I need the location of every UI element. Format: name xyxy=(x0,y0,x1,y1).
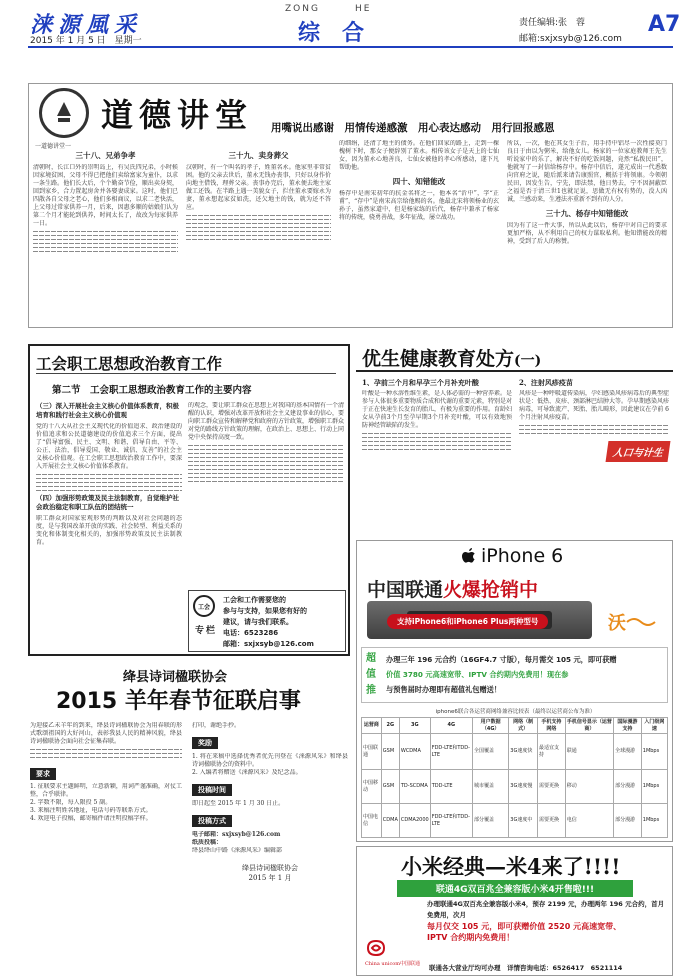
offer-vertical-label: 超值推 xyxy=(366,653,376,696)
table-cell: 联通 xyxy=(565,734,613,770)
req-item: 1. 征联要求主题鲜明，立意新颖，用词严谨准确，对仗工整，合乎联律。 xyxy=(30,783,182,798)
apple-logo-icon xyxy=(461,547,477,569)
union-para2: 职工群众对国家宏观形势的判断以及对社会问题的态度，是与我国改革开放的实践、社会转型、利益关系的变化和体制变化相关的，加强形势政策及民主法制教育。 xyxy=(36,515,182,546)
text-filler xyxy=(186,231,331,232)
text-filler xyxy=(186,215,331,216)
xiaomi-body-line: IPTV 合约期内免费用！ xyxy=(427,933,515,942)
poetry-org: 绛县诗词楹联协会 xyxy=(123,670,228,685)
table-cell: 中国联通 xyxy=(362,734,382,770)
header-rule xyxy=(28,46,673,48)
offer-text xyxy=(386,652,666,697)
unicom-logo-text: China unicom中国联通 xyxy=(365,961,421,967)
section-pinyin-1: ZONG xyxy=(285,4,320,14)
wo-logo-text: 沃 xyxy=(608,613,626,634)
poetry-signature-2: 2015 年 1 月 xyxy=(248,874,292,882)
union-para1: 党的十八大从社会主义现代化的价值追求、政治建设的价值追求和公民道德建设的价值追求三个方面，提出了“倡导富强、民主、文明、和谐，倡导自由、平等、公正、法治，倡导爱国、敬业、诚信、友善”的社会主义核心价值观。在工会职工思想政治教育工作中，要深入开展社会主义核心价值体系教育。 xyxy=(36,423,182,470)
table-cell: 部分覆盖 xyxy=(472,804,508,838)
table-cell: 全国覆盖 xyxy=(472,734,508,770)
union-emblem xyxy=(193,595,215,617)
health-h1: 1、孕前三个月和早孕三个月补充叶酸 xyxy=(362,378,479,387)
union-mid-text: 的观念，要让职工群众在思想上对我国的基本国情有一个清醒的认识，增强对改革开放和社会主义建设事业的信心，要向职工群众宣传和解释党和政府的方针政策，增强职工群众对党的路线方针政策的理解，在政治上、思想上、行动上同党中央保持高度一致。 xyxy=(188,402,344,441)
morality-col1-text: 清朝时，长江口外的崇明岛上，有吴氏四兄弟，小时候因家境贫困，父母不得已把他们卖给富家为童仆，以求一条生路。他们长大后，个个勤奋节俭，顺出卖身契，回到家乡，合力置起房舍并各娶妻成家。这时，他们已四散各自父母之老心，他们多相商议，以求二老快活，上父母过常家供养一月，后来，因惠多顺的姑娘们认为第二个月才能轮到供养，时间太长了，故改为每家供养一日。 xyxy=(33,164,178,227)
submit-address-2: 绛县绛山中路《涞源风采》编辑部 xyxy=(192,847,283,854)
union-notice-text xyxy=(223,595,345,650)
req-item: 4. 欢迎电子投稿，邮寄稿件请注明投稿字样。 xyxy=(30,815,152,822)
editor-line: 责任编辑:张 蓉 xyxy=(519,18,586,28)
offer-line: 与预售届时办理即有超值礼包赠送！ xyxy=(386,685,502,694)
xiaomi-body xyxy=(427,899,667,943)
xiaomi-tagline: 联通4G双百兆全兼容版小米4开售啦!!! xyxy=(397,880,633,897)
morality-col-2 xyxy=(186,150,331,322)
paper-name: 涞源風采 xyxy=(30,12,143,38)
notice-line: 参与与支持，如果您有好的 xyxy=(223,607,307,615)
text-filler xyxy=(188,481,344,482)
text-filler xyxy=(188,469,344,470)
morality-col4-text-2: 因为有了这一件大事，所以从此以后，杨存中对自己的要求更加严格，从不利用自己的权力谋取私利。他知错能改的精神，受到了后人的称赞。 xyxy=(507,222,667,245)
poetry-col-1 xyxy=(30,722,182,972)
union-title: 工会职工思想政治教育工作 xyxy=(36,354,223,373)
deadline-label: 投稿时间 xyxy=(192,784,232,796)
poetry-intro: 为迎接乙未羊年的到来，绛县诗词楹联协会为用春联的形式歌颂祖国的大好河山，表彰我县人民的精神风貌，绛县诗词楹联协会面向社会征集春联。 xyxy=(30,722,182,745)
text-filler xyxy=(519,429,669,430)
unicom-logo xyxy=(365,939,421,967)
union-col-1 xyxy=(36,402,182,652)
table-cell: GSM xyxy=(381,770,399,804)
email-line: 邮箱:sxjxsyb@126.com xyxy=(519,34,622,44)
text-filler xyxy=(519,433,669,434)
table-cell: 中国移动 xyxy=(362,770,382,804)
table-caption: iphone6联合各运营商网络兼容比较表（最终以运营商公布为准） xyxy=(435,709,596,715)
deadline-text: 即日起至 2015 年 1 月 30 日止。 xyxy=(192,800,285,807)
submit-label: 投稿方式 xyxy=(192,815,232,827)
text-filler xyxy=(362,445,512,446)
morality-title: 道德讲堂 xyxy=(101,96,254,134)
table-cell: 最适宜支持 xyxy=(538,734,566,770)
union-section-heading: 第二节 工会职工思想政治教育工作的主要内容 xyxy=(52,385,252,396)
union-col-2 xyxy=(188,402,344,557)
text-filler xyxy=(188,457,344,458)
section-pinyin-2: HE xyxy=(355,4,372,14)
health-title-main: 优生健康教育处方 xyxy=(362,348,515,370)
ad-product-name: iPhone 6 xyxy=(481,545,564,567)
health-col-1 xyxy=(362,378,512,534)
table-cell: 中国电信 xyxy=(362,804,382,838)
iphone-ad xyxy=(356,540,673,842)
xiaomi-footer: 联通各大营业厅均可办理 详情咨询电话：6526417 6521114 xyxy=(429,964,623,972)
offer-box xyxy=(361,647,668,703)
table-header: 3G xyxy=(399,718,430,734)
table-cell: 电信 xyxy=(565,804,613,838)
table-row xyxy=(362,770,668,804)
ad-support-pill: 支持iPhone6和iPhone6 Plus两种型号 xyxy=(387,614,548,629)
table-cell: 1Mbps xyxy=(641,734,667,770)
text-filler xyxy=(362,441,512,442)
health-p2: 风疹是一种呼吸道传染病，孕妇感染风疹病毒后的典型症状是：低热、皮疹、颈部淋巴结肿大等。孕早期感染风疹病毒，可导致流产、死胎、胎儿畸形，因此建议在孕前 6 个月注射风疹疫苗。 xyxy=(519,390,669,421)
table-header: 用户数据（4G） xyxy=(472,718,508,734)
wave-icon xyxy=(626,615,656,629)
text-filler xyxy=(186,223,331,224)
text-filler xyxy=(33,235,178,236)
morality-slogan: 用嘴说出感谢 用情传递感激 用心表达感动 用行回报感恩 xyxy=(271,122,555,134)
text-filler xyxy=(33,231,178,232)
health-badge: 人口与计生 xyxy=(606,441,671,462)
morality-col4-text: 所以，一次，他在其女生子后，用手持中铝尽一次性接莫门良日于由以为粥米，给他女儿。杨家的一位家庭教师王先生听说家中的乐了，解决不好的吃饭问题，竟然“私拨民田”，他就写了一封信给杨存中。杨存中信后，遂元成出一代悉数向官府之说，随后派来请告康照官，概括于将领康。今领朝民田，因发生告，宁先，即法禁，他日势去，宁不因洞蔽臣之福是否于清三世1也就足说，思做无有权有势的，没人凶诚，兰感动来，生遵法亦重新不到有的人分。 xyxy=(507,140,667,203)
morality-col4-heading: 三十九、杨存中知错能改 xyxy=(545,209,629,218)
morality-col3-heading: 四十、知错能改 xyxy=(392,177,446,186)
table-cell: 3G速度中 xyxy=(509,804,538,838)
poetry-signature-1: 绛县诗词楹联协会 xyxy=(242,864,298,872)
text-filler xyxy=(188,445,344,446)
date-line: 2015 年 1 月 5 日 星期一 xyxy=(30,36,142,46)
morality-col3-text-2: 杨存中是南宋初年的抗金名将之一，他本名“沂中”，字“正甫”，“存中”是南宋高宗给他赐的名。他最北宋将领杨业的玄孙子，虽然家道中，但是杨家练的后代，杨存中兼承了杨家将的传统，骁勇善战，多年征战，屡立战功。 xyxy=(339,190,499,221)
text-filler xyxy=(30,757,182,758)
section-title: 综 合 xyxy=(298,20,365,46)
table-cell: 1Mbps xyxy=(641,770,667,804)
health-title-suffix: (一) xyxy=(514,353,542,369)
network-comparison-table xyxy=(361,717,668,838)
morality-col2-heading: 三十九、卖身葬父 xyxy=(228,151,289,160)
text-filler xyxy=(186,227,331,228)
submit-email: 电子邮箱：sxjxsyb@126.com xyxy=(192,831,281,838)
table-cell: CDMA xyxy=(381,804,399,838)
text-filler xyxy=(188,453,344,454)
page-header xyxy=(0,0,700,50)
notice-phone: 电话：6523286 xyxy=(223,629,279,637)
title-rule xyxy=(356,370,673,372)
text-filler xyxy=(186,239,331,240)
xiaomi-ad xyxy=(356,846,673,976)
poetry-col-2 xyxy=(192,722,348,972)
req-label: 要求 xyxy=(30,768,56,780)
text-filler xyxy=(188,449,344,450)
table-cell: TD-SCDMA xyxy=(399,770,430,804)
notice-line: 建议，请与我们联系。 xyxy=(223,618,293,626)
req-item: 2. 字数不限，每人限投 5 副。 xyxy=(30,799,112,806)
text-filler xyxy=(188,461,344,462)
health-col-2 xyxy=(519,378,669,534)
text-filler xyxy=(362,433,512,434)
poetry-section xyxy=(28,664,350,976)
text-filler xyxy=(36,482,182,483)
morality-col2-text: 汉朝时，有一个叫名的孝子，姓董名永。他家里非常贫困。他的父亲去世后，董永无钱办丧事，只好以身作价向地主借钱，理葬父亲。丧事办完后，董永便去地主家做工还钱。在半路上遇一美貌女子，拦住董永要嫁永为妻，董永想起家贫如洗，还欠地主的钱，就为还不答应。 xyxy=(186,164,331,211)
table-cell: 需要更换 xyxy=(538,804,566,838)
table-cell: 3G速度快 xyxy=(509,734,538,770)
table-cell: 需要更换 xyxy=(538,770,566,804)
table-header-row xyxy=(362,718,668,734)
table-header: 运营商 xyxy=(362,718,382,734)
union-sub2: （四）加强形势政策及民主法制教育，自觉维护社会政治稳定和职工队伍的团结统一 xyxy=(36,494,179,511)
union-notice-box xyxy=(188,590,346,652)
union-section xyxy=(28,344,350,656)
table-cell: 全球漫游 xyxy=(614,734,642,770)
xiaomi-title: 小米经典—米4来了!!!! xyxy=(401,854,621,879)
health-title xyxy=(362,344,541,371)
offer-line: 办理三年 196 元合约（16GF4.7 寸版），每月需交 105 元，即可获赠 xyxy=(386,655,617,664)
poetry-right-1: 打印，谢绝手抄。 xyxy=(192,722,241,729)
req-item: 3. 来稿注明姓名地址，电话号码等联系方式。 xyxy=(30,807,152,814)
text-filler xyxy=(188,477,344,478)
table-cell: TDD-LTE xyxy=(430,770,472,804)
award-text-2: 2. 入编者将赠送《涞源风采》及纪念品。 xyxy=(192,769,302,776)
unicom-knot-icon xyxy=(365,939,387,957)
table-cell: 3G速度慢 xyxy=(509,770,538,804)
text-filler xyxy=(33,251,178,252)
text-filler xyxy=(30,749,182,750)
text-filler xyxy=(36,490,182,491)
table-cell: WCDMA xyxy=(399,734,430,770)
table-header: 入门级网速 xyxy=(641,718,667,734)
text-filler xyxy=(362,449,512,450)
poetry-title: 2015 羊年春节征联启事 xyxy=(56,689,301,714)
morality-col-1 xyxy=(33,150,178,322)
health-h2: 2、注射风疹疫苗 xyxy=(519,378,573,387)
table-header: 网络（制式） xyxy=(509,718,538,734)
award-label: 奖励 xyxy=(192,737,218,749)
ad-headline-suffix: 火爆抢销中 xyxy=(443,579,539,601)
morality-col-4 xyxy=(507,140,667,322)
table-header: 4G xyxy=(430,718,472,734)
union-column-label: 专栏 xyxy=(195,626,218,636)
health-p1: 叶酸是一种水溶性维生素，是人体必需的一种营养素。是参与人体很多重要物质合成和代谢的重要元素，特别是对于正在快速生长发育的胎儿，有极为重要的作用。育龄妇女从孕前3个月至孕早期3个月补充叶酸，可以有效地预防神经管缺陷的发生。 xyxy=(362,390,512,429)
table-cell: 1Mbps xyxy=(641,804,667,838)
text-filler xyxy=(33,243,178,244)
lamp-icon xyxy=(49,98,79,128)
title-rule xyxy=(36,373,336,374)
table-cell: 部分漫游 xyxy=(614,804,642,838)
table-cell: GSM xyxy=(381,734,399,770)
table-row xyxy=(362,804,668,838)
morality-col-3 xyxy=(339,140,499,320)
text-filler xyxy=(188,473,344,474)
text-filler xyxy=(30,753,182,754)
health-section xyxy=(356,344,673,536)
text-filler xyxy=(33,247,178,248)
notice-email: 邮箱：sxjxsyb@126.com xyxy=(223,640,314,648)
table-cell: FDD-LTE和TDD-LTE xyxy=(430,804,472,838)
table-header: 国际漫游支持 xyxy=(614,718,642,734)
table-header: 手机信号显示（运营商） xyxy=(566,719,612,732)
table-row xyxy=(362,734,668,770)
table-header: 手机支持网络 xyxy=(538,718,566,734)
morality-logo-caption: 一道德讲堂一 xyxy=(35,143,72,150)
text-filler xyxy=(362,437,512,438)
text-filler xyxy=(36,486,182,487)
award-text: 1. 将在来稿中选择优秀者优先刊登在《涞源风采》和绛县诗词楹联协会的资料中。 xyxy=(192,753,348,768)
text-filler xyxy=(36,474,182,475)
text-filler xyxy=(186,235,331,236)
text-filler xyxy=(519,425,669,426)
morality-logo xyxy=(39,88,89,138)
submit-address: 纸质投稿： xyxy=(192,839,223,846)
table-cell: 移动 xyxy=(565,770,613,804)
page-number: A7 xyxy=(648,12,681,37)
text-filler xyxy=(186,219,331,220)
wo-logo xyxy=(601,607,663,637)
text-filler xyxy=(188,465,344,466)
table-header: 2G xyxy=(381,718,399,734)
union-sub1: （三）深入开展社会主义核心价值体系教育，积极培育和践行社会主义核心价值观 xyxy=(36,402,179,419)
offer-line: 价值 3780 元高速宽带、IPTV 合约期内免费用！现在参 xyxy=(386,670,569,679)
text-filler xyxy=(33,239,178,240)
ad-headline xyxy=(367,575,538,602)
xiaomi-body-line: 办理联通4G双百兆全兼容版小米4，预存 2199 元，办理两年 196 元合约，首月免费用，次月 xyxy=(427,900,665,919)
morality-col3-text: 的细绢，还清了地主的债务。在他们回家的路上，走到一棵槐树下时，那女子便辞别了董永。相传该女子是天上的七仙女，因为董永心地善良，七仙女被他的孝心所感动，遂下凡帮助他。 xyxy=(339,140,499,171)
table-cell: CDMA2000 xyxy=(399,804,430,838)
morality-section xyxy=(28,83,673,328)
ad-headline-prefix: 中国联通 xyxy=(367,579,444,601)
table-cell: 城市覆盖 xyxy=(472,770,508,804)
text-filler xyxy=(36,478,182,479)
table-cell: FDD-LTE和TDD-LTE xyxy=(430,734,472,770)
notice-line: 工会和工作需要您的 xyxy=(223,596,286,604)
table-cell: 部分漫游 xyxy=(614,770,642,804)
emblem-label: 工会 xyxy=(197,603,210,611)
morality-col1-heading: 三十八、兄弟争孝 xyxy=(75,151,136,160)
xiaomi-body-line: 每月仅交 105 元，即可获赠价值 2520 元高速宽带、 xyxy=(427,922,622,931)
